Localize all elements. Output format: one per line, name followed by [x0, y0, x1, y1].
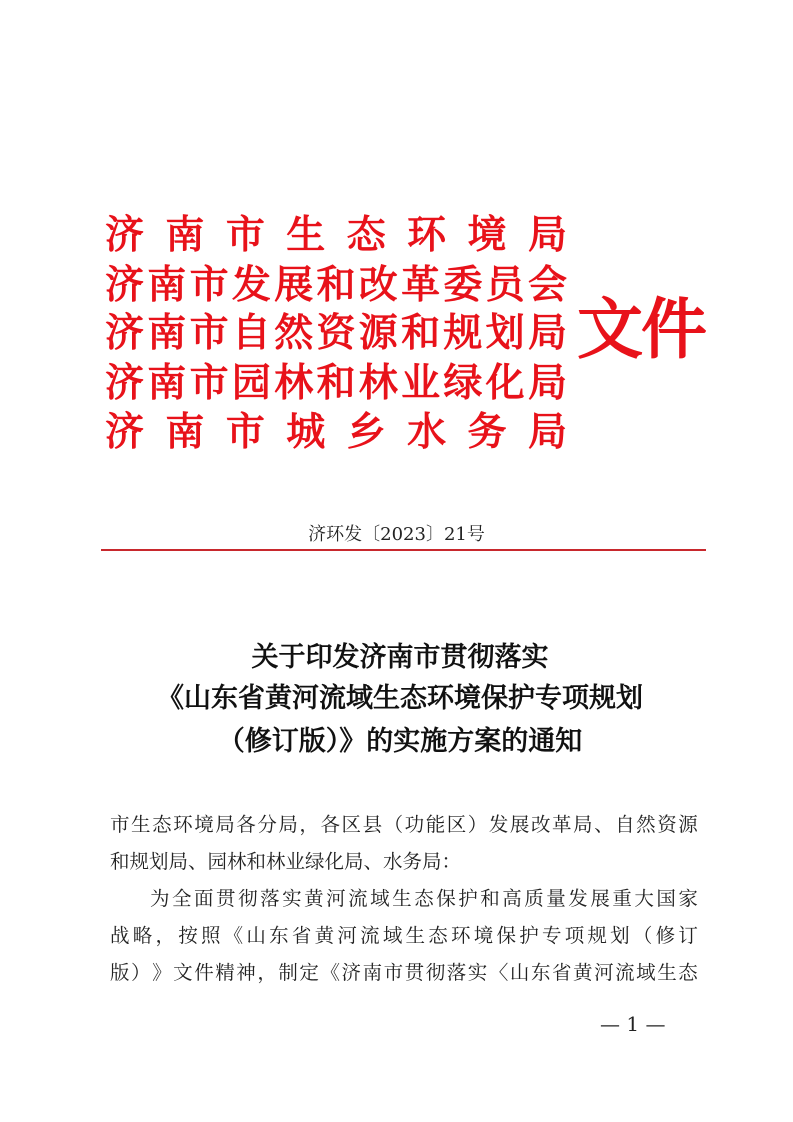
char: 贯: [404, 961, 425, 984]
issuer-line-5: [105, 409, 567, 455]
char: 、: [594, 813, 614, 836]
char: ，: [155, 924, 175, 947]
char: 河: [594, 961, 614, 984]
char: 济: [105, 310, 145, 356]
char: 态: [152, 813, 172, 836]
char: 域: [382, 924, 403, 947]
char: ，: [299, 813, 319, 836]
char: 件: [194, 961, 214, 984]
char: 河: [326, 887, 346, 910]
char: 南: [165, 409, 205, 455]
char: 态: [346, 212, 386, 258]
char: 》: [152, 961, 172, 984]
char: 护: [519, 924, 539, 947]
char: 家: [678, 887, 698, 910]
char: ）: [467, 813, 488, 836]
issuer-line-3: [105, 310, 567, 356]
char: 落: [446, 961, 467, 984]
title-line-3: （修订版）》的实施方案的通知: [217, 726, 583, 757]
char: 和: [480, 887, 500, 910]
char: 实: [467, 961, 488, 984]
char: 《: [320, 961, 340, 984]
char: 黄: [573, 961, 593, 984]
char: 态: [678, 961, 698, 984]
char: （: [632, 924, 653, 947]
char: 济: [105, 360, 145, 406]
char: 然: [636, 813, 656, 836]
char: 局: [527, 212, 567, 258]
char: 源: [358, 310, 398, 356]
char: 省: [551, 961, 572, 984]
char: 战: [110, 924, 130, 947]
char: 省: [291, 924, 312, 947]
char: 流: [348, 887, 368, 910]
char: 黄: [304, 887, 324, 910]
char: 发: [488, 813, 509, 836]
char: 局: [278, 813, 298, 836]
char: 市: [189, 360, 229, 406]
char: 落: [260, 887, 280, 910]
char: 环: [173, 813, 193, 836]
char: 局: [527, 360, 567, 406]
char: 绿: [443, 360, 483, 406]
char: 环: [407, 212, 447, 258]
char: 规: [443, 310, 483, 356]
char: 彻: [238, 887, 258, 910]
char: 和: [401, 310, 441, 356]
char: 革: [401, 262, 441, 308]
char: 东: [530, 961, 551, 984]
char: 大: [634, 887, 654, 910]
body-line-5: [110, 963, 698, 983]
char: 源: [678, 813, 698, 836]
char: 市: [189, 262, 229, 308]
char: 资: [316, 310, 356, 356]
char: 划: [610, 924, 630, 947]
char: 质: [524, 887, 544, 910]
char: 南: [147, 262, 187, 308]
title-line-1: 关于印发济南市贯彻落实: [251, 642, 549, 673]
char: 发: [568, 887, 588, 910]
char: 务: [467, 409, 507, 455]
char: 版: [110, 961, 130, 984]
char: 为: [150, 887, 170, 910]
char: ）: [131, 961, 151, 984]
char: 划: [485, 310, 525, 356]
char: 局: [527, 310, 567, 356]
char: 各: [236, 813, 256, 836]
char: 革: [551, 813, 572, 836]
char: 境: [467, 212, 507, 258]
char: 乡: [346, 409, 386, 455]
char: 贯: [216, 887, 236, 910]
char: 局: [573, 813, 593, 836]
char: 区: [341, 813, 362, 836]
char: 态: [414, 887, 434, 910]
char: 山: [246, 924, 266, 947]
doc-type-label: 文件: [577, 290, 705, 368]
char: 量: [546, 887, 566, 910]
char: 保: [496, 924, 516, 947]
char: 订: [678, 924, 698, 947]
char: 境: [194, 813, 214, 836]
char: 然: [274, 310, 314, 356]
char: 各: [320, 813, 340, 836]
char: 市: [225, 409, 265, 455]
char: 高: [502, 887, 522, 910]
char: 展: [274, 262, 314, 308]
char: 面: [194, 887, 214, 910]
char: 分: [257, 813, 277, 836]
char: 资: [657, 813, 677, 836]
char: 生: [286, 212, 326, 258]
char: （: [383, 813, 404, 836]
char: 彻: [425, 961, 446, 984]
char: 流: [360, 924, 380, 947]
page-number: — 1 —: [600, 1012, 666, 1036]
char: 环: [451, 924, 471, 947]
char: 展: [590, 887, 610, 910]
body-line-2: 和规划局、园林和林业绿化局、水务局：: [110, 850, 462, 873]
char: 市: [225, 212, 265, 258]
char: 境: [473, 924, 494, 947]
char: 照: [200, 924, 221, 947]
char: 按: [178, 924, 198, 947]
char: 态: [428, 924, 448, 947]
char: 市: [383, 961, 404, 984]
char: 济: [105, 409, 145, 455]
char: 东: [269, 924, 289, 947]
char: 保: [436, 887, 456, 910]
issuer-line-2: [105, 262, 567, 308]
char: 全: [172, 887, 192, 910]
char: 生: [405, 924, 426, 947]
char: 发: [231, 262, 271, 308]
char: 和: [316, 262, 356, 308]
char: 规: [587, 924, 607, 947]
char: 制: [278, 961, 298, 984]
issuer-line-4: [105, 360, 567, 406]
char: 修: [655, 924, 676, 947]
char: 展: [509, 813, 530, 836]
char: 域: [370, 887, 390, 910]
char: 和: [316, 360, 356, 406]
char: 济: [105, 262, 145, 308]
char: 文: [173, 961, 193, 984]
char: ，: [257, 961, 277, 984]
char: 能: [425, 813, 446, 836]
char: 业: [401, 360, 441, 406]
char: 林: [274, 360, 314, 406]
char: 南: [165, 212, 205, 258]
title-line-2: 《山东省黄河流域生态环境保护专项规划: [157, 683, 643, 714]
char: 化: [485, 360, 525, 406]
char: 园: [231, 360, 271, 406]
char: 自: [615, 813, 635, 836]
char: 济: [105, 212, 145, 258]
char: 局: [215, 813, 235, 836]
char: 神: [236, 961, 256, 984]
char: 济: [341, 961, 362, 984]
char: 〈: [488, 961, 509, 984]
char: 精: [215, 961, 235, 984]
body-line-4: [110, 926, 698, 946]
char: 区: [446, 813, 467, 836]
char: 南: [147, 360, 187, 406]
char: 重: [612, 887, 632, 910]
char: 会: [527, 262, 567, 308]
char: 员: [485, 262, 525, 308]
char: 生: [392, 887, 412, 910]
char: 略: [132, 924, 153, 947]
char: 河: [337, 924, 357, 947]
char: 功: [404, 813, 425, 836]
char: 国: [656, 887, 676, 910]
char: 实: [282, 887, 302, 910]
char: 生: [657, 961, 677, 984]
char: 护: [458, 887, 478, 910]
char: 市: [110, 813, 130, 836]
body-line-1: [110, 815, 698, 835]
char: 局: [527, 409, 567, 455]
char: 林: [358, 360, 398, 406]
char: 改: [358, 262, 398, 308]
char: 专: [541, 924, 562, 947]
char: 自: [231, 310, 271, 356]
char: 山: [509, 961, 530, 984]
char: 改: [530, 813, 551, 836]
char: 《: [223, 924, 244, 947]
char: 南: [147, 310, 187, 356]
char: 域: [636, 961, 656, 984]
red-divider: [101, 549, 706, 551]
char: 定: [299, 961, 319, 984]
char: 生: [131, 813, 151, 836]
char: 水: [407, 409, 447, 455]
char: 城: [286, 409, 326, 455]
body-line-3: [150, 889, 698, 909]
char: 流: [615, 961, 635, 984]
char: 县: [362, 813, 383, 836]
char: 南: [362, 961, 383, 984]
document-number: 济环发〔2023〕21号: [308, 524, 485, 545]
char: 委: [443, 262, 483, 308]
char: 黄: [314, 924, 335, 947]
char: 市: [189, 310, 229, 356]
char: 项: [564, 924, 585, 947]
issuer-line-1: [105, 212, 567, 258]
